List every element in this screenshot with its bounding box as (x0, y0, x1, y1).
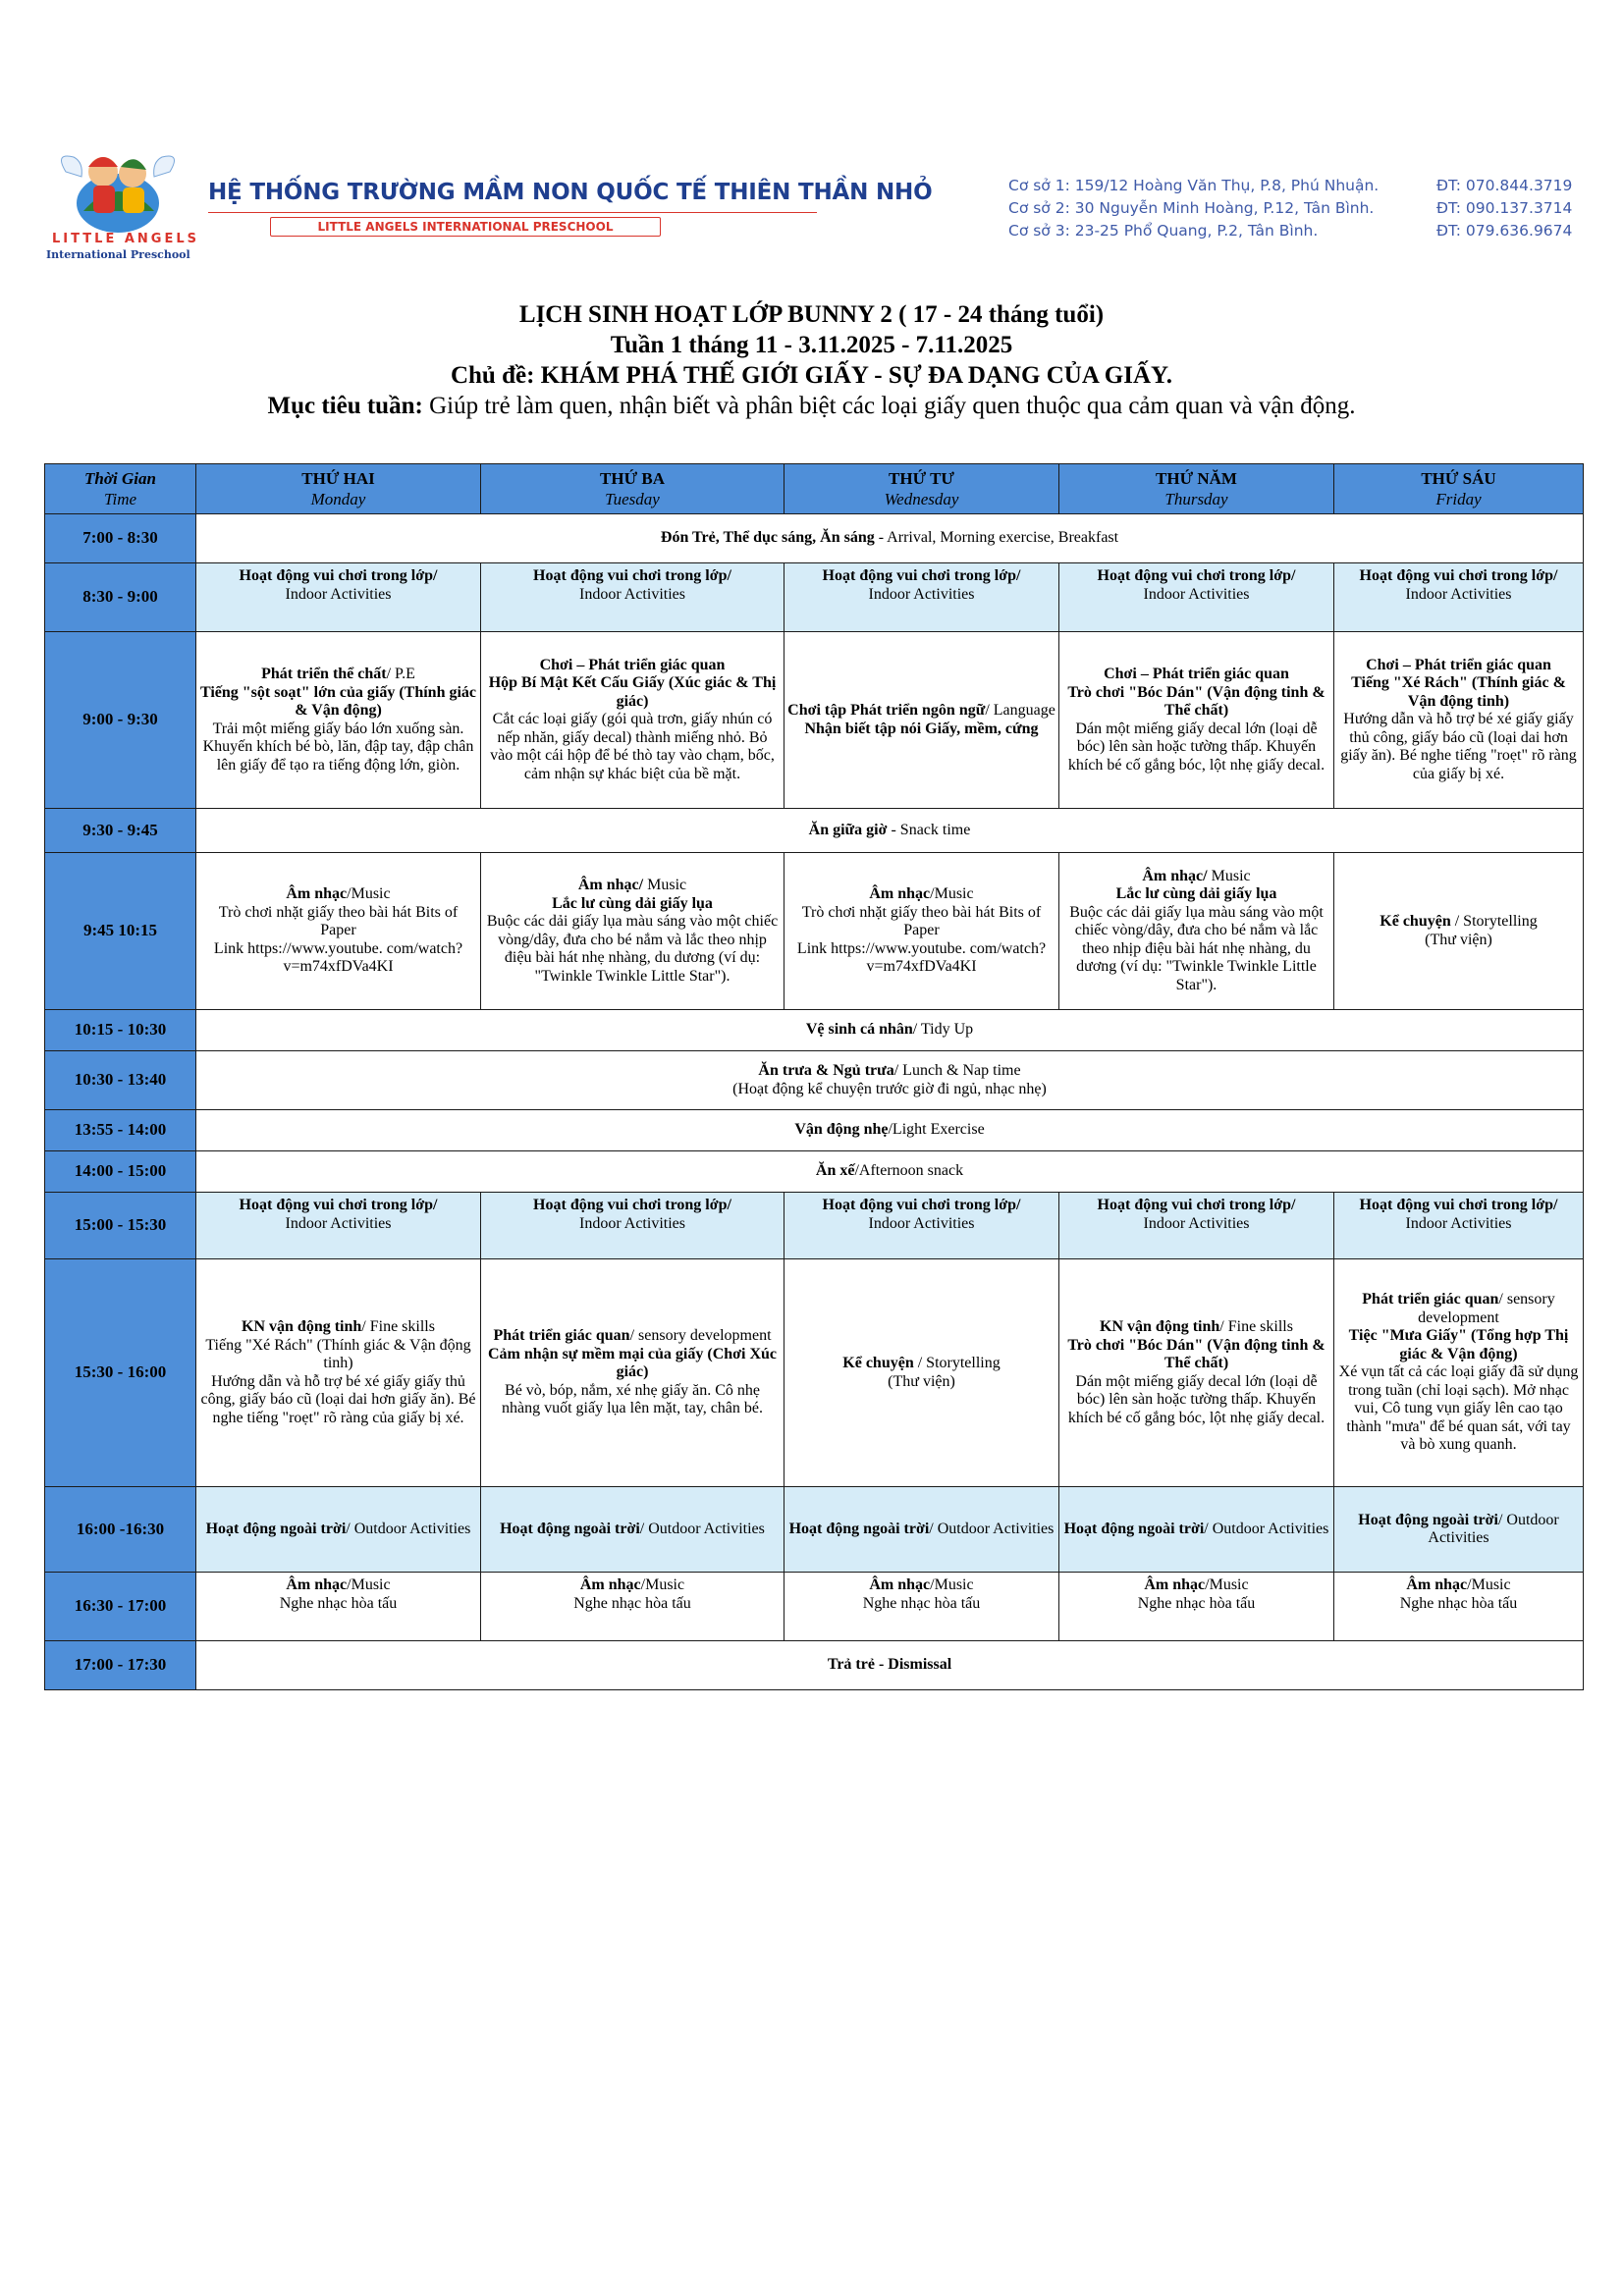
activity-text: Music (1207, 867, 1251, 884)
activity-bold: KN vận động tinh (1100, 1318, 1220, 1335)
table-row (45, 1573, 1584, 1641)
time-cell: 15:00 - 15:30 (45, 1193, 196, 1259)
weekly-goal-text: Giúp trẻ làm quen, nhận biết và phân biệt các loại giấy quen thuộc qua cảm quan và vận động. (422, 393, 1356, 419)
activity-bold: Phát triển giác quan (1362, 1291, 1499, 1308)
time-cell: 10:15 - 10:30 (45, 1010, 196, 1051)
activity-cell (196, 563, 481, 632)
activity-bold: Hoạt động ngoài trời (1063, 1520, 1205, 1537)
activity-bold: Âm nhạc/ (577, 877, 644, 893)
activity-description: Xé vụn tất cả các loại giấy đã sử dụng trong tuần (chỉ loại sạch). Mở nhạc vui, Cô tung vụn giấy lên cao tạo thành "mưa" để bé quan sát, với tay và bò xung quanh. (1338, 1363, 1579, 1454)
activity-text: / Outdoor Activities (1204, 1520, 1329, 1537)
activity-bold: Hoạt động vui chơi trong lớp/ (533, 1197, 731, 1213)
activity-cell (1059, 1259, 1334, 1487)
activity-bold: Hoạt động ngoài trời (1358, 1511, 1498, 1528)
activity-text: Indoor Activities (579, 585, 685, 603)
activity-bold: Hoạt động vui chơi trong lớp/ (822, 567, 1021, 584)
activity-text: / Storytelling (913, 1355, 1001, 1371)
activity-cell (784, 1573, 1059, 1641)
activity-subtitle: Tiếng "sột soạt" lớn của giấy (Thính giác & Vận động) (199, 683, 477, 719)
activity-description: Cắt các loại giấy (gói quà trơn, giấy nhún có nếp nhăn, giấy decal) thành miếng nhỏ. Bỏ vào một cái hộp để bé thò tay vào chạm, bốc, cảm nhận sự khác biệt của bề mặt. (490, 711, 775, 782)
activity-bold: Hoạt động ngoài trời (205, 1520, 347, 1537)
activity-cell (1059, 853, 1334, 1010)
activity-text: Indoor Activities (579, 1214, 685, 1232)
activity-text: /Music (347, 1576, 391, 1593)
activity-subtitle: Lắc lư cùng dải giấy lụa (552, 894, 713, 912)
activity-cell (481, 1259, 784, 1487)
table-row (45, 1051, 1584, 1110)
activity-text: / Outdoor Activities (929, 1520, 1055, 1537)
activity-description: Buộc các dải giấy lụa màu sáng vào một chiếc vòng/dây, đưa cho bé nắm và lắc theo nhịp điệu bài hát nhẹ nhàng, du dương (ví dụ: "Twinkle Twinkle Little Star"). (1069, 903, 1324, 993)
table-row (45, 563, 1584, 632)
activity-text: /Music (347, 885, 391, 903)
activity-text: Indoor Activities (1405, 585, 1512, 603)
table-row (45, 1641, 1584, 1690)
activity-cell (196, 1641, 1584, 1690)
activity-text: Indoor Activities (1405, 1214, 1512, 1232)
activity-text: / sensory development (629, 1327, 772, 1345)
activity-cell (196, 1573, 481, 1641)
activity-cell (196, 514, 1584, 563)
table-header-row (45, 464, 1584, 514)
activity-bold: Âm nhạc (869, 885, 931, 903)
activity-description: Hướng dẫn và hỗ trợ bé xé giấy giấy thủ công, giấy báo cũ (loại dai hơn giấy ăn). Bé nghe tiếng "roẹt" rõ ràng của giấy bị xé. (200, 1372, 476, 1426)
activity-text: / Storytelling (1450, 913, 1538, 930)
activity-description: Trò chơi nhặt giấy theo bài hát Bits of Paper (801, 903, 1042, 939)
activity-text: / Language (985, 702, 1055, 719)
time-cell: 8:30 - 9:00 (45, 563, 196, 632)
day-vi: THỨ SÁU (1421, 469, 1496, 488)
activity-bold: Đón Trẻ, Thể dục sáng, Ăn sáng (660, 529, 875, 547)
table-row (45, 632, 1584, 809)
activity-cell (1334, 1259, 1584, 1487)
activity-description: Dán một miếng giấy decal lớn (loại dễ bóc) lên sàn hoặc tường thấp. Khuyến khích bé cố gắng bóc, lột nhẹ giấy decal. (1067, 720, 1325, 774)
activity-bold: Âm nhạc (286, 885, 348, 903)
activity-cell (1334, 853, 1584, 1010)
activity-bold: Hoạt động vui chơi trong lớp/ (533, 567, 731, 584)
school-name: HỆ THỐNG TRƯỜNG MẦM NON QUỐC TẾ THIÊN THẦN NHỎ (208, 180, 933, 205)
activity-cell (1059, 632, 1334, 809)
activity-text: - Arrival, Morning exercise, Breakfast (874, 529, 1119, 547)
activity-note: (Hoạt động kể chuyện trước giờ đi ngủ, nhạc nhẹ) (732, 1080, 1047, 1097)
activity-cell (784, 563, 1059, 632)
day-en: Wednesday (884, 490, 959, 508)
activity-bold: Kể chuyện (1380, 913, 1451, 930)
activity-text: Indoor Activities (1143, 585, 1250, 603)
activity-text: / Fine skills (1219, 1318, 1293, 1335)
activity-cell (1334, 1487, 1584, 1573)
activity-text: / sensory development (1418, 1291, 1555, 1326)
activity-cell (196, 1193, 481, 1259)
activity-bold: Trả trẻ - Dismissal (827, 1656, 952, 1674)
activity-bold: Âm nhạc (286, 1576, 348, 1593)
campus-row (1008, 197, 1597, 220)
activity-text: / Outdoor Activities (1428, 1511, 1559, 1546)
activity-text: / Tidy Up (912, 1021, 974, 1039)
schedule-week: Tuần 1 tháng 11 - 3.11.2025 - 7.11.2025 (610, 332, 1013, 358)
time-cell: 16:00 -16:30 (45, 1487, 196, 1573)
time-cell: 13:55 - 14:00 (45, 1110, 196, 1151)
schedule-title: LỊCH SINH HOẠT LỚP BUNNY 2 ( 17 - 24 tháng tuổi) (518, 301, 1105, 328)
activity-cell (196, 632, 481, 809)
activity-description: Dán một miếng giấy decal lớn (loại dễ bóc) lên sàn hoặc tường thấp. Khuyến khích bé cố gắng bóc, lột nhẹ giấy decal. (1067, 1372, 1325, 1426)
activity-description: Nghe nhạc hòa tấu (1399, 1594, 1518, 1612)
day-vi: THỨ NĂM (1156, 469, 1237, 488)
header-time-vi: Thời Gian (84, 469, 156, 488)
activity-text: Indoor Activities (285, 585, 392, 603)
activity-text: Indoor Activities (868, 585, 975, 603)
activity-bold: Hoạt động vui chơi trong lớp/ (1359, 567, 1558, 584)
activity-link: Link https://www.youtube. com/watch?v=m74xfDVa4KI (213, 939, 463, 976)
activity-cell (196, 1151, 1584, 1193)
table-row (45, 1110, 1584, 1151)
activity-bold: Ăn giữa giờ (808, 821, 888, 838)
activity-bold: Chơi tập Phát triển ngôn ngữ (787, 702, 986, 719)
campus-phone: ĐT: 070.844.3719 (1436, 177, 1573, 194)
activity-bold: Âm nhạc (1406, 1576, 1468, 1593)
activity-bold: KN vận động tinh (242, 1318, 362, 1335)
activity-cell (196, 1010, 1584, 1051)
activity-text: / Outdoor Activities (346, 1520, 471, 1537)
activity-cell (196, 1259, 481, 1487)
activity-bold: Hoạt động vui chơi trong lớp/ (239, 567, 438, 584)
activity-cell (196, 1487, 481, 1573)
activity-cell (196, 1051, 1584, 1110)
activity-cell (481, 563, 784, 632)
school-name-english: LITTLE ANGELS INTERNATIONAL PRESCHOOL (270, 217, 661, 237)
activity-text: /Light Exercise (888, 1121, 985, 1139)
activity-cell (784, 1259, 1059, 1487)
activity-description: Trò chơi nhặt giấy theo bài hát Bits of Paper (218, 903, 459, 939)
activity-subtitle: Lắc lư cùng dải giấy lụa (1115, 885, 1277, 903)
activity-text: /Music (930, 1576, 974, 1593)
weekly-goal (0, 391, 1623, 421)
activity-bold: Hoạt động ngoài trời (788, 1520, 930, 1537)
activity-cell (784, 1193, 1059, 1259)
schedule-titles (0, 299, 1623, 421)
table-row (45, 1193, 1584, 1259)
day-vi: THỨ TƯ (889, 469, 954, 488)
activity-link: Link https://www.youtube. com/watch?v=m74xfDVa4KI (796, 939, 1047, 976)
campus-phone: ĐT: 090.137.3714 (1436, 199, 1573, 217)
activity-description: Nghe nhạc hòa tấu (1137, 1594, 1256, 1612)
activity-bold: Ăn xế (815, 1162, 855, 1180)
activity-subtitle: Trò chơi "Bóc Dán" (Vận động tinh & Thể chất) (1067, 1336, 1325, 1371)
logo-title: LITTLE ANGELS (52, 232, 199, 246)
time-cell: 17:00 - 17:30 (45, 1641, 196, 1690)
time-cell: 15:30 - 16:00 (45, 1259, 196, 1487)
table-row (45, 1487, 1584, 1573)
activity-text: /Afternoon snack (854, 1162, 964, 1180)
activity-cell (1059, 1193, 1334, 1259)
activity-bold: Chơi – Phát triển giác quan (1104, 666, 1289, 682)
day-en: Tuesday (605, 490, 660, 508)
activity-text: /Music (1205, 1576, 1249, 1593)
activity-subtitle: Tiếng "Xé Rách" (Thính giác & Vận động tinh) (1351, 674, 1566, 710)
day-en: Friday (1435, 490, 1482, 508)
activity-subtitle: Tiếng "Xé Rách" (Thính giác & Vận động tinh) (205, 1336, 471, 1371)
activity-description: Hướng dẫn và hỗ trợ bé xé giấy giấy thủ công, giấy báo cũ (loại dai hơn giấy ăn). Bé nghe tiếng "roẹt" rõ ràng của giấy bị xé. (1340, 711, 1577, 782)
weekly-goal-label: Mục tiêu tuần: (267, 393, 423, 419)
time-cell: 10:30 - 13:40 (45, 1051, 196, 1110)
activity-cell (196, 853, 481, 1010)
time-cell: 7:00 - 8:30 (45, 514, 196, 563)
activity-cell (1059, 1573, 1334, 1641)
campus-phone: ĐT: 079.636.9674 (1436, 222, 1573, 240)
activity-cell (481, 1193, 784, 1259)
table-row (45, 1259, 1584, 1487)
activity-text: / P.E (386, 666, 415, 682)
activity-bold: Hoạt động ngoài trời (500, 1520, 640, 1537)
day-vi: THỨ HAI (301, 469, 375, 488)
activity-bold: Vận động nhẹ (794, 1121, 889, 1139)
activity-cell (1334, 1193, 1584, 1259)
activity-description: Buộc các dải giấy lụa màu sáng vào một chiếc vòng/dây, đưa cho bé nắm và lắc theo nhịp điệu bài hát nhẹ nhàng, du dương (ví dụ: "Twinkle Twinkle Little Star"). (486, 913, 779, 985)
day-en: Thursday (1164, 490, 1228, 508)
activity-text: /Music (640, 1576, 685, 1593)
activity-description: Nghe nhạc hòa tấu (573, 1594, 691, 1612)
table-row (45, 514, 1584, 563)
activity-bold: Chơi – Phát triển giác quan (539, 656, 726, 673)
activity-bold: Phát triển giác quan (493, 1327, 630, 1345)
activity-bold: Âm nhạc (579, 1576, 641, 1593)
activity-text: / Fine skills (361, 1318, 435, 1335)
activity-text: Indoor Activities (1143, 1214, 1250, 1232)
activity-cell (1059, 563, 1334, 632)
schedule-table (44, 463, 1584, 1690)
activity-cell (1334, 632, 1584, 809)
header-time-en: Time (103, 490, 137, 508)
time-cell: 16:30 - 17:00 (45, 1573, 196, 1641)
table-row (45, 1151, 1584, 1193)
activity-text: /Music (930, 885, 974, 903)
activity-description: (Thư viện) (888, 1372, 955, 1390)
activity-bold: Hoạt động vui chơi trong lớp/ (239, 1197, 438, 1213)
activity-cell (1334, 563, 1584, 632)
table-row (45, 853, 1584, 1010)
activity-text: - Snack time (887, 821, 971, 838)
activity-subtitle: Hộp Bí Mật Kết Cấu Giấy (Xúc giác & Thị giác) (488, 674, 777, 710)
activity-bold: Kể chuyện (842, 1355, 914, 1371)
activity-description: Nghe nhạc hòa tấu (862, 1594, 981, 1612)
day-en: Monday (310, 490, 366, 508)
header-tuesday (481, 464, 784, 514)
activity-cell (481, 1573, 784, 1641)
activity-subtitle: Nhận biết tập nói Giấy, mềm, cứng (804, 720, 1039, 737)
activity-bold: Âm nhạc/ (1142, 867, 1208, 884)
campus-addresses (1008, 175, 1597, 242)
header-monday (196, 464, 481, 514)
activity-text: / Lunch & Nap time (893, 1062, 1021, 1079)
activity-cell (1059, 1487, 1334, 1573)
header-time (45, 464, 196, 514)
activity-text: / Outdoor Activities (639, 1520, 765, 1537)
activity-bold: Âm nhạc (1144, 1576, 1206, 1593)
header-wednesday (784, 464, 1059, 514)
schedule-theme: Chủ đề: KHÁM PHÁ THẾ GIỚI GIẤY - SỰ ĐA DẠNG CỦA GIẤY. (450, 362, 1173, 389)
campus-row (1008, 220, 1597, 242)
header-friday (1334, 464, 1584, 514)
activity-bold: Hoạt động vui chơi trong lớp/ (1097, 567, 1296, 584)
header-thursday (1059, 464, 1334, 514)
campus-address: Cơ sở 1: 159/12 Hoàng Văn Thụ, P.8, Phú Nhuận. (1008, 177, 1380, 194)
activity-text: Music (643, 877, 687, 893)
time-cell: 9:30 - 9:45 (45, 809, 196, 853)
activity-text: Indoor Activities (285, 1214, 392, 1232)
activity-cell (784, 632, 1059, 809)
campus-row (1008, 175, 1597, 197)
activity-cell (481, 632, 784, 809)
activity-cell (481, 853, 784, 1010)
activity-bold: Hoạt động vui chơi trong lớp/ (822, 1197, 1021, 1213)
activity-bold: Hoạt động vui chơi trong lớp/ (1097, 1197, 1296, 1213)
activity-bold: Ăn trưa & Ngủ trưa (758, 1062, 894, 1079)
activity-cell (481, 1487, 784, 1573)
school-header (44, 142, 1586, 265)
activity-text: /Music (1467, 1576, 1511, 1593)
activity-text: Indoor Activities (868, 1214, 975, 1232)
activity-cell (784, 1487, 1059, 1573)
activity-subtitle: Tiệc "Mưa Giấy" (Tổng hợp Thị giác & Vận động) (1348, 1327, 1569, 1362)
activity-subtitle: Cảm nhận sự mềm mại của giấy (Chơi Xúc giác) (487, 1345, 778, 1381)
activity-bold: Chơi – Phát triển giác quan (1366, 656, 1551, 673)
campus-address: Cơ sở 2: 30 Nguyễn Minh Hoàng, P.12, Tân Bình. (1008, 199, 1375, 217)
table-row (45, 809, 1584, 853)
table-row (45, 1010, 1584, 1051)
activity-description: Bé vò, bóp, nắm, xé nhẹ giấy ăn. Cô nhẹ nhàng vuốt giấy lụa lên mặt, tay, chân bé. (502, 1381, 763, 1417)
activity-bold: Âm nhạc (869, 1576, 931, 1593)
angels-logo-icon (44, 142, 191, 236)
logo-subtitle: International Preschool (46, 248, 190, 261)
activity-bold: Hoạt động vui chơi trong lớp/ (1359, 1197, 1558, 1213)
time-cell: 9:45 10:15 (45, 853, 196, 1010)
activity-cell (1334, 1573, 1584, 1641)
time-cell: 9:00 - 9:30 (45, 632, 196, 809)
activity-description: Nghe nhạc hòa tấu (279, 1594, 398, 1612)
time-cell: 14:00 - 15:00 (45, 1151, 196, 1193)
school-logo (44, 142, 199, 261)
activity-description: (Thư viện) (1425, 931, 1492, 948)
activity-bold: Phát triển thể chất (261, 666, 387, 682)
activity-description: Trải một miếng giấy báo lớn xuống sàn. Khuyến khích bé bò, lăn, đập tay, đập chân lên giấy để tạo ra tiếng động lớn, giòn. (202, 720, 474, 774)
brand-divider (208, 212, 817, 213)
activity-subtitle: Trò chơi "Bóc Dán" (Vận động tinh & Thể chất) (1067, 683, 1325, 719)
activity-cell (196, 1110, 1584, 1151)
activity-cell (784, 853, 1059, 1010)
day-vi: THỨ BA (600, 469, 665, 488)
activity-bold: Vệ sinh cá nhân (805, 1021, 913, 1039)
activity-cell (196, 809, 1584, 853)
campus-address: Cơ sở 3: 23-25 Phổ Quang, P.2, Tân Bình. (1008, 222, 1319, 240)
